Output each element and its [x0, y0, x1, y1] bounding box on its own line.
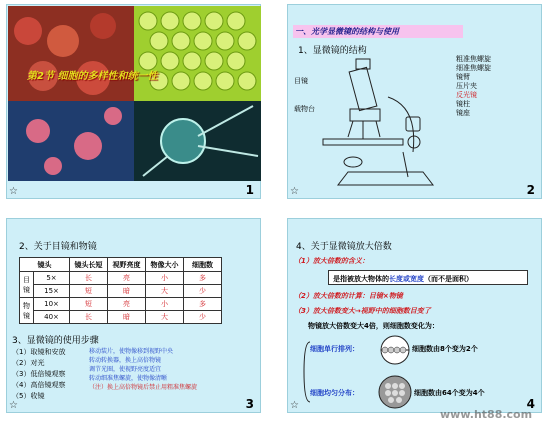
- notes-box: [89, 347, 259, 392]
- cell: 短: [70, 285, 108, 298]
- cell: 少: [184, 311, 222, 324]
- page-number: 4: [526, 397, 535, 411]
- cell: 长: [70, 272, 108, 285]
- sub-text: 物镜放大倍数变大4倍，则细胞数变化为：: [308, 322, 439, 330]
- microscope-diagram: [308, 57, 473, 197]
- list-item: 调节光圈，使视野亮度适宜: [89, 366, 162, 373]
- label-stage: 载物台: [294, 105, 315, 113]
- slide-2-thumbnail[interactable]: [287, 4, 542, 199]
- table-header-row: [20, 258, 222, 272]
- col-brightness: 视野亮度: [108, 258, 146, 272]
- cell: 40×: [34, 311, 70, 324]
- definition-box: [328, 270, 528, 285]
- label-mirror: 反光镜: [456, 91, 477, 99]
- cell: 多: [184, 272, 222, 285]
- lens-table: [19, 257, 222, 324]
- slide-4-thumbnail[interactable]: [287, 218, 542, 413]
- star-icon[interactable]: ☆: [290, 186, 299, 197]
- definition-text: 是指被放大物体的: [333, 275, 389, 283]
- label-pillar: 镜柱: [456, 100, 470, 108]
- cell: 少: [184, 285, 222, 298]
- cell: 多: [184, 298, 222, 311]
- label-fine-focus: 细准焦螺旋: [456, 64, 491, 72]
- table-row: [20, 298, 222, 311]
- cell: 15×: [34, 285, 70, 298]
- group-eyepiece: 目镜: [20, 272, 34, 298]
- example-text: （3）放大倍数变大→视野中的细胞数目变了: [294, 307, 431, 315]
- case2-label: 细胞均匀分布：: [310, 389, 359, 397]
- col-image-size: 物像大小: [146, 258, 184, 272]
- cell: 小: [146, 298, 184, 311]
- cell: 5×: [34, 272, 70, 285]
- list-item: 转动转换器，换上高倍物镜: [89, 357, 162, 364]
- table-row: [20, 311, 222, 324]
- cell: 10×: [34, 298, 70, 311]
- case1-result: 细胞数由8个变为2个: [412, 345, 478, 353]
- list-item: 移动装片，使物像移到视野中央: [89, 348, 174, 355]
- cell: 大: [146, 285, 184, 298]
- list-item: （4）高倍镜观察: [12, 381, 66, 389]
- page-number: 1: [245, 183, 254, 197]
- page-number: 2: [526, 183, 535, 197]
- star-icon[interactable]: ☆: [290, 400, 299, 411]
- table-row: [20, 272, 222, 285]
- usage-heading: 3、显微镜的使用步骤: [12, 336, 99, 346]
- case1-label: 细胞单行排列：: [310, 345, 359, 353]
- page-number: 3: [245, 397, 254, 411]
- table-row: [20, 285, 222, 298]
- list-item: （1）取镜和安放: [12, 348, 66, 356]
- list-item: （2）对光: [12, 359, 45, 367]
- cell: 大: [146, 311, 184, 324]
- cell: 暗: [108, 285, 146, 298]
- label-base: 镜座: [456, 109, 470, 117]
- case2-result: 细胞数由64个变为4个: [414, 389, 485, 397]
- slide-1-thumbnail[interactable]: [6, 4, 261, 199]
- label-eyepiece: 目镜: [294, 77, 308, 85]
- steps-list: [12, 347, 90, 402]
- label-coarse-focus: 粗准焦螺旋: [456, 55, 491, 63]
- cell: 小: [146, 272, 184, 285]
- slide-4-heading: 4、关于显微镜放大倍数: [296, 242, 392, 252]
- definition-note: （而不是面积）: [424, 275, 473, 283]
- cell: 亮: [108, 298, 146, 311]
- col-cell-count: 细胞数: [184, 258, 222, 272]
- star-icon[interactable]: ☆: [9, 186, 18, 197]
- col-length: 镜头长短: [70, 258, 108, 272]
- group-objective: 物镜: [20, 298, 34, 324]
- calc-text: （2）放大倍数的计算：目镜×物镜: [294, 292, 403, 300]
- cell: 亮: [108, 272, 146, 285]
- slide-2-title: 一、光学显微镜的结构与使用: [295, 27, 399, 36]
- cell: 短: [70, 298, 108, 311]
- star-icon[interactable]: ☆: [9, 400, 18, 411]
- definition-label: （1）放大倍数的含义：: [294, 257, 369, 265]
- cell: 长: [70, 311, 108, 324]
- list-item: （注）换上高倍物镜后禁止用粗准焦螺旋: [89, 384, 198, 391]
- slide-3-thumbnail[interactable]: [6, 218, 261, 413]
- cell: 暗: [108, 311, 146, 324]
- list-item: 转动细准焦螺旋，使物像清晰: [89, 375, 168, 382]
- watermark: www.ht88.com: [440, 408, 533, 421]
- slide-3-heading: 2、关于目镜和物镜: [19, 242, 97, 252]
- cell-collage-image: [8, 6, 261, 181]
- definition-emphasis: 长度或宽度: [389, 275, 424, 283]
- right-label-column: [456, 55, 538, 118]
- label-clip: 压片夹: [456, 82, 477, 90]
- slide-2-subtitle: 1、显微镜的结构: [298, 46, 367, 56]
- list-item: （5）收镜: [12, 392, 45, 400]
- label-arm: 镜臂: [456, 73, 470, 81]
- slide-1-title: 第2节 细胞的多样性和统一性: [27, 71, 158, 82]
- list-item: （3）低倍镜观察: [12, 370, 66, 378]
- col-lens: 镜头: [20, 258, 70, 272]
